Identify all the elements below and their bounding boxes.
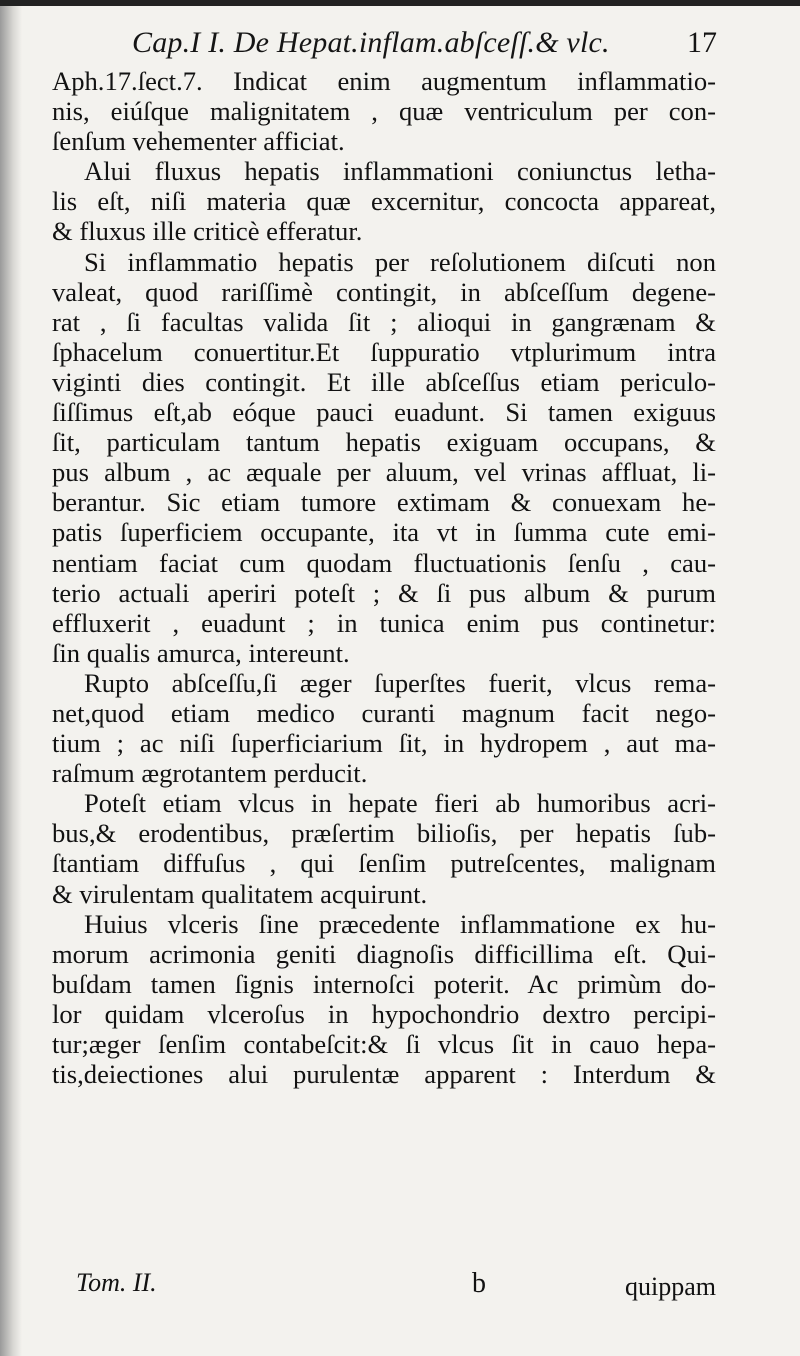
text-line: tium ; ac niſi ſuperficiarium ſit, in hydropem , aut ma- xyxy=(52,728,716,759)
text-line: bus,& erodentibus, præſertim bilioſis, per hepatis ſub- xyxy=(52,818,716,849)
text-line: net,quod etiam medico curanti magnum facit nego- xyxy=(52,697,716,728)
text-line: & fluxus ille criticè efferatur. xyxy=(52,216,363,247)
text-line: Alui fluxus hepatis inflammationi coniunctus letha- xyxy=(84,156,716,187)
text-line: buſdam tamen ſignis internoſci poterit. Ac primùm do- xyxy=(52,968,716,999)
text-line: & virulentam qualitatem acquirunt. xyxy=(52,878,428,909)
signature-mark: b xyxy=(472,1268,486,1299)
page-header xyxy=(92,22,717,66)
text-line: Poteſt etiam vlcus in hepate fieri ab humoribus acri- xyxy=(84,788,716,819)
text-line: Huius vlceris ſine præcedente inflammatione ex hu- xyxy=(84,908,716,939)
text-line: Aph.17.ſect.7. Indicat enim augmentum inflammatio- xyxy=(52,66,716,96)
text-line: rat , ſi facultas valida ſit ; alioqui in gangrænam & xyxy=(52,306,716,337)
text-line: Si inflammatio hepatis per reſolutionem diſcuti non xyxy=(84,246,716,277)
text-line: viginti dies contingit. Et ille abſceſſus etiam periculo- xyxy=(52,366,716,397)
volume-mark: Tom. II. xyxy=(76,1268,157,1297)
text-line: nis, eiúſque malignitatem , quæ ventriculum per con- xyxy=(52,96,716,127)
catchword: quippam xyxy=(625,1272,716,1301)
text-line: ſiſſimus eſt,ab eóque pauci euadunt. Si tamen exiguus xyxy=(52,397,716,428)
text-line: lis eſt, niſi materia quæ excernitur, concocta appareat, xyxy=(52,186,716,217)
text-line: valeat, quod rariſſimè contingit, in abſceſſum degene- xyxy=(52,276,716,307)
text-line: ſenſum vehementer afficiat. xyxy=(52,126,345,157)
page-footer xyxy=(52,1268,716,1308)
body-text xyxy=(52,66,716,1089)
page-number: 17 xyxy=(687,26,717,59)
text-line: Rupto abſceſſu,ſi æger ſuperſtes fuerit, vlcus rema- xyxy=(84,667,716,698)
text-line: pus album , ac æquale per aluum, vel vrinas affluat, li- xyxy=(52,457,716,488)
text-line: tur;æger ſenſim contabeſcit:& ſi vlcus ſit in cauo hepa- xyxy=(52,1029,716,1059)
text-line: terio actuali aperiri poteſt ; & ſi pus album & purum xyxy=(52,577,716,608)
page-top-edge xyxy=(0,0,800,6)
text-line: morum acrimonia geniti diagnoſis difficillima eſt. Qui- xyxy=(52,938,716,969)
text-line: effluxerit , euadunt ; in tunica enim pus continetur: xyxy=(52,607,716,638)
gutter-shadow xyxy=(0,0,22,1356)
text-line: ſin qualis amurca, intereunt. xyxy=(52,637,350,668)
text-line: patis ſuperficiem occupante, ita vt in ſumma cute emi- xyxy=(52,517,716,548)
running-head: Cap.I I. De Hepat.inflam.abſceſſ.& vlc. xyxy=(132,26,610,59)
text-line: lor quidam vlceroſus in hypochondrio dextro percipi- xyxy=(52,998,716,1029)
text-line: raſmum ægrotantem perducit. xyxy=(52,758,368,789)
text-line: berantur. Sic etiam tumore extimam & conuexam he- xyxy=(52,487,716,518)
text-line: tis,deiectiones alui purulentæ apparent : Interdum & xyxy=(52,1059,716,1090)
text-line: ſtantiam diffuſus , qui ſenſim putreſcentes, malignam xyxy=(52,848,716,879)
text-line: nentiam faciat cum quodam fluctuationis ſenſu , cau- xyxy=(52,547,716,578)
text-line: ſit, particulam tantum hepatis exiguam occupans, & xyxy=(52,427,716,458)
text-line: ſphacelum conuertitur.Et ſuppuratio vtplurimum intra xyxy=(52,336,716,367)
